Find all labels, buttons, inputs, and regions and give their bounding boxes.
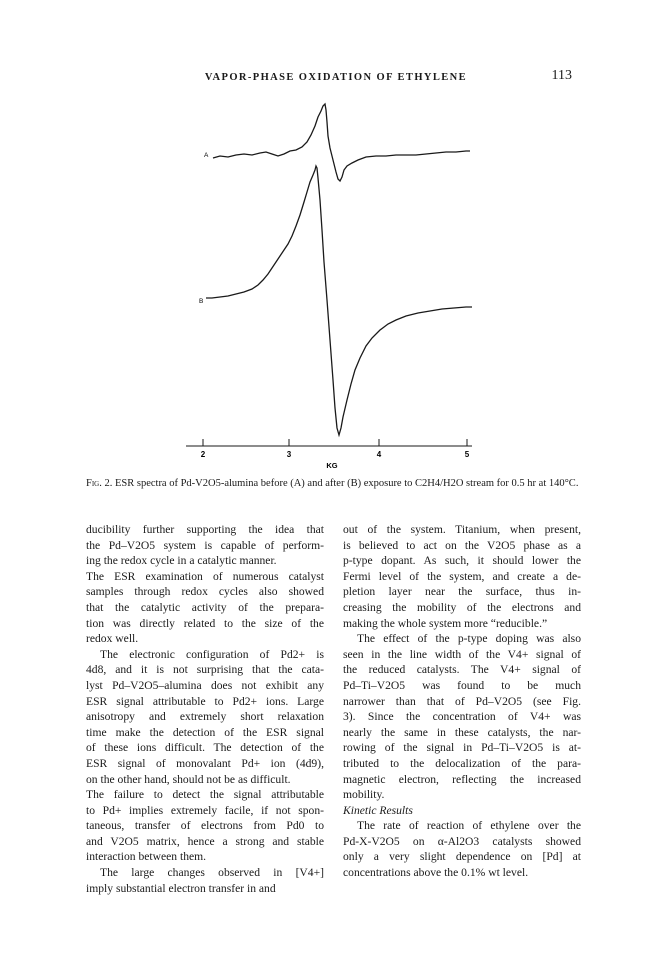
text-line: of these ions difficult. The detection of the [86,741,324,755]
figure-caption [86,476,586,491]
trace-b-label: B [199,298,204,305]
text-line: ducibility further supporting the idea that [86,523,324,536]
field-axis [186,439,472,470]
text-line: redox well. [86,632,139,646]
section-heading: Kinetic Results [343,803,413,817]
text-line: ing the redox cycle in a catalytic manner. [86,554,277,568]
text-line: is believed to act on the V2O5 phase as a [343,538,581,552]
axis-tick-label: 2 [200,450,206,459]
trace-a-label: A [204,152,209,159]
text-line: imply substantial electron transfer in and [86,881,276,895]
text-line: p-type dopant. As such, it should lower the [343,554,581,568]
text-line: The rate of reaction of ethylene over the [357,819,581,833]
text-line: Fermi level of the system, and create a de- [343,569,581,583]
text-line: pletion layer near the surface, thus in- [343,585,581,599]
body-text-left-column [86,522,324,896]
text-line: samples through redox cycles also showed [86,585,324,599]
text-line: The effect of the p-type doping was also [357,632,581,646]
text-line: magnetic electron, reflecting the increased [343,772,581,786]
text-line: the Pd–V2O5 system is capable of perform- [86,538,324,552]
text-line: Pd-X-V2O5 on α-Al2O3 catalysts showed [343,834,581,848]
text-line: creasing the mobility of the electrons and [343,600,581,614]
text-line: ESR signal of monovalant Pd+ ion (4d9), [86,756,324,770]
text-line: time make the detection of the ESR signal [86,725,324,739]
text-line: lyst Pd–V2O5–alumina does not exhibit any [86,678,324,692]
text-line: interaction between them. [86,850,207,864]
axis-unit-label: KG [326,461,338,470]
text-line: Pd–Ti–V2O5 was found to be much [343,678,581,692]
text-line: anisotropy and extremely short relaxation [86,710,324,724]
text-line: The electronic configuration of Pd2+ is [100,647,324,661]
text-line: that the catalytic activity of the prepara- [86,600,324,614]
text-line: out of the system. Titanium, when present, [343,523,581,536]
esr-trace-a [213,104,470,181]
text-line: making the whole system more “reducible.” [343,616,548,630]
text-line: The failure to detect the signal attributable [86,788,324,802]
axis-tick-label: 3 [286,450,292,459]
text-line: The ESR examination of numerous catalyst [86,569,324,583]
text-line: to Pd+ implies extremely facile, if not spon- [86,803,324,817]
text-line: nearly the same in these catalysts, the nar- [343,725,581,739]
axis-tick-label: 4 [376,450,382,459]
text-line: tributed to the delocalization of the para- [343,756,581,770]
axis-tick-label: 5 [464,450,470,459]
caption-label: Fig. 2. [86,478,113,489]
text-line: seen in the line width of the V4+ signal of [343,647,581,661]
text-line: and V2O5 matrix, hence a strong and stable [86,834,324,848]
text-line: taneous, transfer of electrons from Pd0 to [86,819,324,833]
text-line: The large changes observed in [V4+] [100,866,324,880]
text-line: tion was directly related to the size of the [86,616,324,630]
running-title: VAPOR-PHASE OXIDATION OF ETHYLENE [204,72,468,83]
text-line: ESR signal attributable to Pd2+ ions. Large [86,694,324,708]
text-line: narrower than that of Pd–V2O5 (see Fig. [343,694,581,708]
text-line: 3). Since the concentration of V4+ was [343,710,581,724]
text-line: mobility. [343,788,385,802]
text-line: 4d8, and it is not surprising that the cata- [86,663,324,677]
page-number: 113 [551,68,572,83]
text-line: only a very slight dependence on [Pd] at [343,850,581,864]
text-line: the reduced catalysts. The V4+ signal of [343,663,581,677]
esr-trace-b [206,166,472,435]
body-text-right-column [343,522,581,881]
text-line: concentrations above the 0.1% wt level. [343,866,529,880]
text-line: rowing of the signal in Pd–Ti–V2O5 is at- [343,741,581,755]
caption-text: ESR spectra of Pd-V2O5-alumina before (A) and after (B) exposure to C2H4/H2O stream for 0.5 hr at 140°C. [114,478,579,489]
text-line: on the other hand, should not be as difficult. [86,772,291,786]
